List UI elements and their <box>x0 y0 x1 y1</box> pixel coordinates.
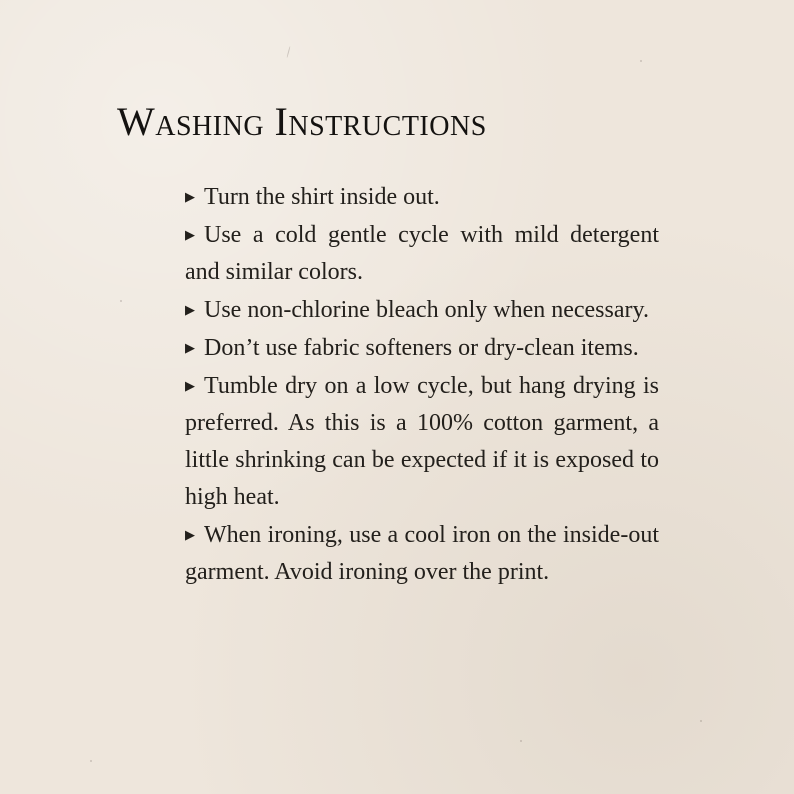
triangle-right-icon: ▶ <box>185 378 195 393</box>
page-title: Washing Instructions <box>117 99 487 144</box>
instruction-item <box>185 178 659 216</box>
paper-speck <box>520 740 522 742</box>
triangle-right-icon: ▶ <box>185 189 195 204</box>
instruction-text: Turn the shirt inside out. <box>204 184 440 210</box>
paper-speck <box>120 300 122 302</box>
triangle-right-icon: ▶ <box>185 227 195 242</box>
instruction-item <box>185 516 659 591</box>
instruction-text: Use a cold gentle cycle with mild detergent and similar colors. <box>185 222 659 285</box>
instruction-list <box>185 178 659 591</box>
paper-speck <box>286 46 290 58</box>
instruction-item <box>185 216 659 291</box>
instruction-text: Don’t use fabric softeners or dry-clean items. <box>204 335 639 361</box>
paper-speck <box>640 60 642 62</box>
instruction-text: When ironing, use a cool iron on the inside-out garment. Avoid ironing over the print. <box>185 522 659 585</box>
instruction-text: Tumble dry on a low cycle, but hang drying is preferred. As this is a 100% cotton garment, a little shrinking can be expected if it is exposed to high heat. <box>185 373 659 510</box>
triangle-right-icon: ▶ <box>185 302 195 317</box>
instruction-item <box>185 367 659 516</box>
paper-speck <box>700 720 702 722</box>
paper-speck <box>90 760 92 762</box>
instruction-text: Use non-chlorine bleach only when necessary. <box>204 297 649 323</box>
triangle-right-icon: ▶ <box>185 340 195 355</box>
instruction-item <box>185 291 659 329</box>
instruction-item <box>185 329 659 367</box>
triangle-right-icon: ▶ <box>185 527 195 542</box>
